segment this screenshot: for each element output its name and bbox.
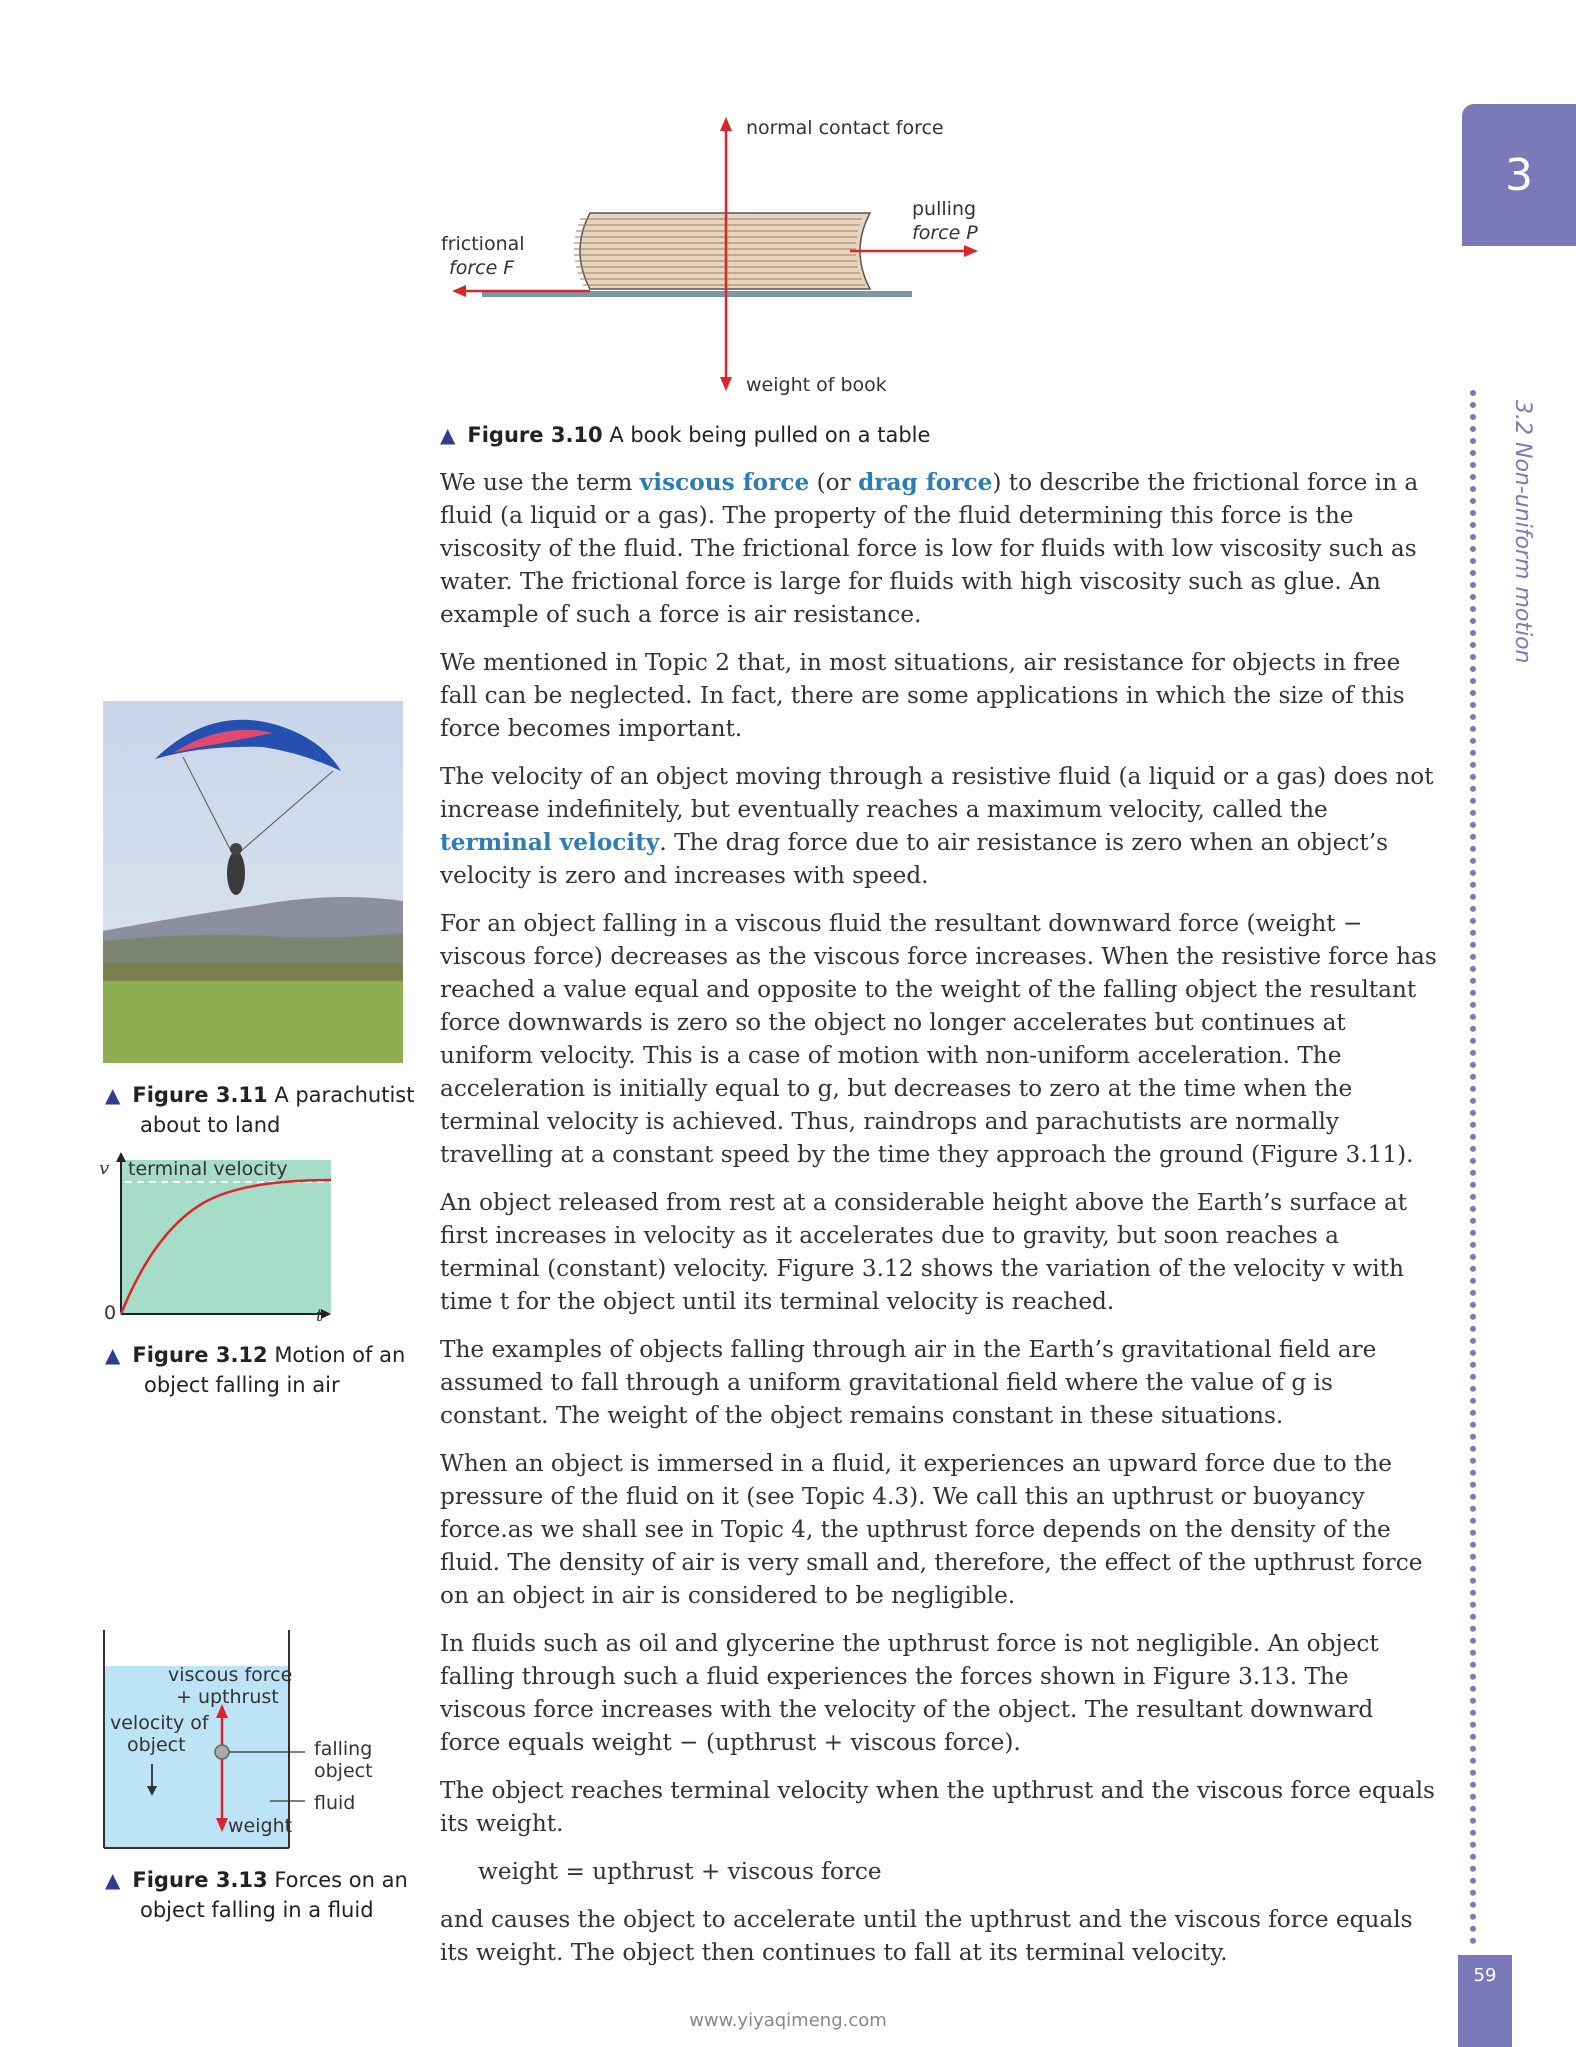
- graph-background: [121, 1160, 331, 1314]
- caption-triangle-icon: ▲: [105, 1868, 121, 1892]
- origin-label: 0: [104, 1302, 117, 1324]
- section-dotted-rule: [1470, 390, 1506, 1945]
- footer-url: www.yiyaqimeng.com: [689, 2010, 887, 2031]
- parachutist: [227, 851, 245, 895]
- caption-number: Figure 3.11: [132, 1083, 268, 1107]
- caption-number: Figure 3.12: [132, 1343, 268, 1367]
- grass: [103, 981, 403, 1063]
- paragraph-6: The examples of objects falling through air in the Earth’s gravitational field are assumed to fall through a uniform gravitational field where the value of g is constant. The weight of the object remains constant in these situations.: [440, 1336, 1377, 1429]
- figure-3-11-caption: [105, 1080, 414, 1140]
- figure-3-12-caption: [105, 1340, 405, 1400]
- figure-3-13-caption: [105, 1865, 408, 1925]
- caption-text: Forces on an: [267, 1868, 408, 1892]
- paragraph-10: and causes the object to accelerate until the upthrust and the viscous force equals its weight. The object then continues to fall at its terminal velocity.: [440, 1906, 1413, 1966]
- frictional-force-label: frictional: [441, 233, 525, 255]
- caption-text: A parachutist: [267, 1083, 415, 1107]
- caption-number: Figure 3.10: [467, 423, 603, 447]
- section-title: 3.2 Non-uniform motion: [1510, 400, 1535, 664]
- keyword-drag-force: drag force: [858, 469, 993, 496]
- pulling-force-label: pulling: [912, 198, 977, 220]
- figure-3-11-photo: [103, 701, 403, 1063]
- terminal-velocity-label: terminal velocity: [128, 1158, 288, 1180]
- falling-label-2: object: [314, 1760, 373, 1782]
- normal-force-label: normal contact force: [746, 117, 944, 139]
- paragraph-2: We mentioned in Topic 2 that, in most situations, air resistance for objects in free fall can be neglected. In fact, there are some applications in which the size of this force becomes important.: [440, 649, 1405, 742]
- chapter-tab: [1462, 104, 1576, 246]
- weight-arrowhead: [720, 377, 732, 391]
- normal-arrowhead: [720, 117, 732, 131]
- paragraph-5: An object released from rest at a considerable height above the Earth’s surface at first increases in velocity as it accelerates due to gravity, but soon reaches a terminal (constant) velocity. Figure 3.12 shows the variation of the velocity v with time t for the object until its terminal velocity is reached.: [440, 1189, 1408, 1315]
- weight-label-313: weight: [228, 1815, 293, 1837]
- caption-text-line2: object falling in air: [144, 1373, 340, 1397]
- falling-label: falling: [314, 1738, 373, 1760]
- frictional-force-label-2: force F: [449, 257, 515, 279]
- t-axis-label: t: [316, 1306, 323, 1326]
- caption-number: Figure 3.13: [132, 1868, 268, 1892]
- paragraph-9: The object reaches terminal velocity when the upthrust and the viscous force equals its weight.: [440, 1777, 1435, 1837]
- object-label: object: [127, 1734, 186, 1756]
- v-axis-label: v: [99, 1158, 110, 1179]
- weight-label: weight of book: [746, 374, 887, 396]
- upthrust-label: + upthrust: [176, 1686, 279, 1708]
- caption-text-line2: object falling in a fluid: [140, 1898, 374, 1922]
- caption-triangle-icon: ▲: [105, 1343, 121, 1367]
- figure-3-10-diagram: [430, 115, 1010, 405]
- caption-triangle-icon: ▲: [440, 423, 456, 447]
- paragraph-1: We use the term viscous force (or drag force) to describe the frictional force in a fluid (a liquid or a gas). The property of the fluid determining this force is the viscosity of the fluid. The frictional force is low for fluids with low viscosity such as water. The frictional force is large for fluids with high viscosity such as glue. An example of such a force is air resistance.: [440, 469, 1419, 628]
- viscous-force-label: viscous force: [168, 1664, 293, 1686]
- paragraph-4: For an object falling in a viscous fluid the resultant downward force (weight − viscous force) decreases as the viscous force increases. When the resistive force has reached a value equal and opposite to the weight of the falling object the resultant force downwards is zero so the object no longer accelerates but continues at uniform velocity. This is a case of motion with non-uniform acceleration. The acceleration is initially equal to g, but decreases to zero at the time when the terminal velocity is achieved. Thus, raindrops and parachutists are normally travelling at a constant speed by the time they approach the ground (Figure 3.11).: [440, 910, 1437, 1168]
- falling-object: [215, 1745, 229, 1759]
- paragraph-3: The velocity of an object moving through a resistive fluid (a liquid or a gas) does not increase indefinitely, but eventually reaches a maximum velocity, called the terminal velocity. The drag force due to air resistance is zero when an object’s velocity is zero and increases with speed.: [440, 763, 1434, 889]
- caption-text: Motion of an: [267, 1343, 406, 1367]
- caption-text-line2: about to land: [140, 1113, 281, 1137]
- keyword-viscous-force: viscous force: [639, 469, 810, 496]
- page-number: 59: [1458, 1955, 1512, 2047]
- body-text-column: [440, 466, 1440, 1984]
- caption-triangle-icon: ▲: [105, 1083, 121, 1107]
- paragraph-8: In fluids such as oil and glycerine the upthrust force is not negligible. An object falling through such a fluid experiences the forces shown in Figure 3.13. The viscous force increases with the velocity of the object. The resultant downward force equals weight − (upthrust + viscous force).: [440, 1630, 1379, 1756]
- pulling-arrowhead: [964, 245, 978, 257]
- figure-3-10-caption: [440, 420, 930, 450]
- velocity-label: velocity of: [110, 1712, 209, 1734]
- friction-arrowhead: [452, 285, 466, 297]
- chapter-number: 3: [1505, 149, 1533, 201]
- pulling-force-label-2: force P: [912, 222, 978, 244]
- equation: weight = upthrust + viscous force: [478, 1858, 882, 1885]
- paragraph-7: When an object is immersed in a fluid, it experiences an upward force due to the pressure of the fluid on it (see Topic 4.3). We call this an upthrust or buoyancy force.as we shall see in Topic 4, the upthrust force depends on the density of the fluid. The density of air is very small and, therefore, the effect of the upthrust force on an object in air is considered to be negligible.: [440, 1450, 1423, 1609]
- fluid-label: fluid: [314, 1792, 356, 1814]
- caption-text: A book being pulled on a table: [602, 423, 931, 447]
- keyword-terminal-velocity: terminal velocity: [440, 829, 660, 856]
